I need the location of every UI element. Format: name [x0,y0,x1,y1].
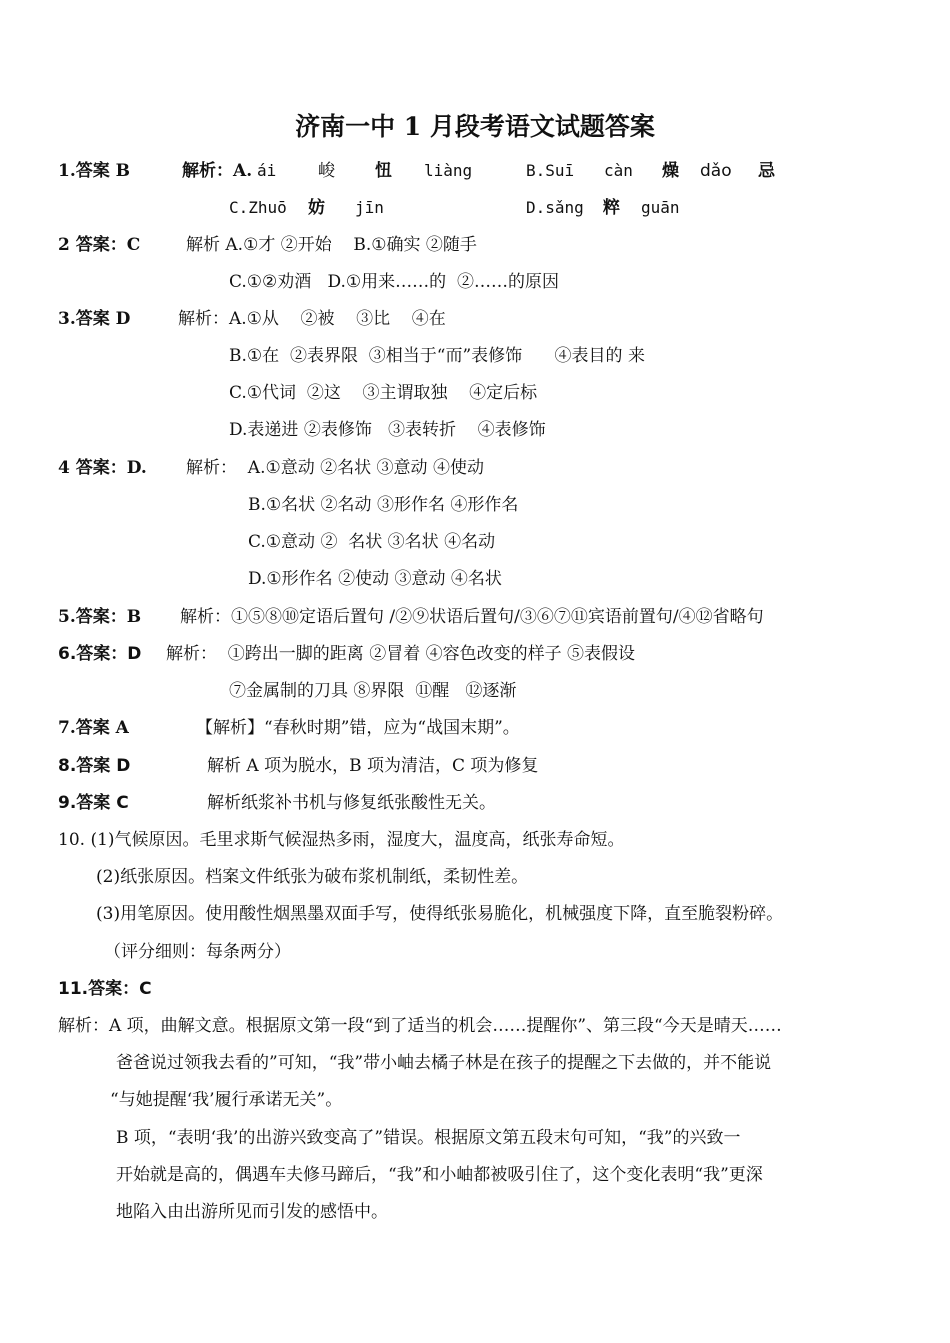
page-title: 济南一中 1 月段考语文试题答案 [295,112,655,141]
q3-answer: 3.答案 D [58,309,131,329]
q11-answer: 11.答案：C [58,979,152,999]
q7-answer: 7.答案 A [58,718,129,738]
q1-d1: D.sǎng [526,198,584,217]
q5-text: 解析：①⑤⑧⑩定语后置句 /②⑨状语后置句/③⑥⑦⑪宾语前置句/④⑫省略句 [180,607,764,627]
q2-line-c: C.①②劝酒 D.①用来……的 ②……的原因 [229,272,559,292]
q1-c3: jīn [355,198,384,217]
q6-answer: 6.答案：D [58,644,142,664]
q8-answer: 8.答案 D [58,756,131,776]
q9-text: 解析纸浆补书机与修复纸张酸性无关。 [207,793,496,813]
q1-analysis: 解析：A. [182,161,253,181]
q1-d2: 粹 [603,198,620,218]
q1-b4: dǎo [700,161,732,181]
q1-d3: guān [641,198,680,217]
q1-a2: 峻 [318,161,335,181]
q1-answer: 1.答案 B [58,161,131,181]
q1-c1: C.Zhuō [229,198,287,217]
q1-b3: 燥 [662,161,679,181]
q6-line-a: 解析： ①跨出一脚的距离 ②冒着 ④容色改变的样子 ⑤表假设 [166,644,636,664]
q10-line-2: (2)纸张原因。档案文件纸张为破布浆机制纸，柔韧性差。 [96,867,529,887]
q3-line-b: B.①在 ②表界限 ③相当于“而”表修饰 ④表目的 来 [229,346,645,366]
q3-line-a: 解析：A.①从 ②被 ③比 ④在 [178,309,446,329]
q1-a4: liàng [424,161,473,180]
q6-line-b: ⑦金属制的刀具 ⑧界限 ⑪醒 ⑫逐渐 [229,681,517,701]
q4-line-b: B.①名状 ②名动 ③形作名 ④形作名 [248,495,519,515]
q11-line-2: 爸爸说过领我去看的”可知，“我”带小岫去橘子林是在孩子的提醒之下去做的，并不能说 [116,1053,772,1073]
q1-c2: 妨 [308,198,325,218]
q11-line-1: 解析：A 项，曲解文意。根据原文第一段“到了适当的机会……提醒你”、第三段“今天是晴天…… [58,1016,782,1036]
q10-line-3: (3)用笔原因。使用酸性烟黑墨双面手写，使得纸张易脆化，机械强度下降，直至脆裂粉碎。 [96,904,784,924]
q1-b5: 忌 [758,161,775,181]
q8-text: 解析 A 项为脱水，B 项为清洁，C 项为修复 [207,756,539,776]
q4-line-a: 解析： A.①意动 ②名状 ③意动 ④使动 [186,458,484,478]
q9-answer: 9.答案 C [58,793,129,813]
q4-line-d: D.①形作名 ②使动 ③意动 ④名状 [248,569,502,589]
q2-answer: 2 答案：C [58,235,141,255]
q1-a1: ái [257,161,277,180]
q11-line-5: 开始就是高的，偶遇车夫修马蹄后，“我”和小岫都被吸引住了，这个变化表明“我”更深 [116,1165,763,1185]
q10-scoring-note: （评分细则：每条两分） [104,942,291,962]
q3-line-d: D.表递进 ②表修饰 ③表转折 ④表修饰 [229,420,546,440]
q1-b2: càn [604,161,633,180]
q5-answer: 5.答案：B [58,607,142,627]
q2-line-a: 解析 A.①才 ②开始 B.①确实 ②随手 [186,235,477,255]
q4-line-c: C.①意动 ② 名状 ③名状 ④名动 [248,532,496,552]
q11-line-4: B 项，“表明‘我’的出游兴致变高了”错误。根据原文第五段末句可知，“我”的兴致一 [116,1128,741,1148]
q1-b1: B.Suī [526,161,575,180]
q4-answer: 4 答案：D. [58,458,147,478]
q11-line-3: “与她提醒‘我’履行承诺无关”。 [110,1090,343,1110]
q11-line-6: 地陷入由出游所见而引发的感悟中。 [116,1202,388,1222]
q7-text: 【解析】“春秋时期”错，应为“战国末期”。 [196,718,520,738]
q1-a3: 忸 [375,161,392,181]
q3-line-c: C.①代词 ②这 ③主谓取独 ④定后标 [229,383,538,403]
q10-line-1: 10. (1)气候原因。毛里求斯气候湿热多雨，湿度大，温度高，纸张寿命短。 [58,830,625,850]
